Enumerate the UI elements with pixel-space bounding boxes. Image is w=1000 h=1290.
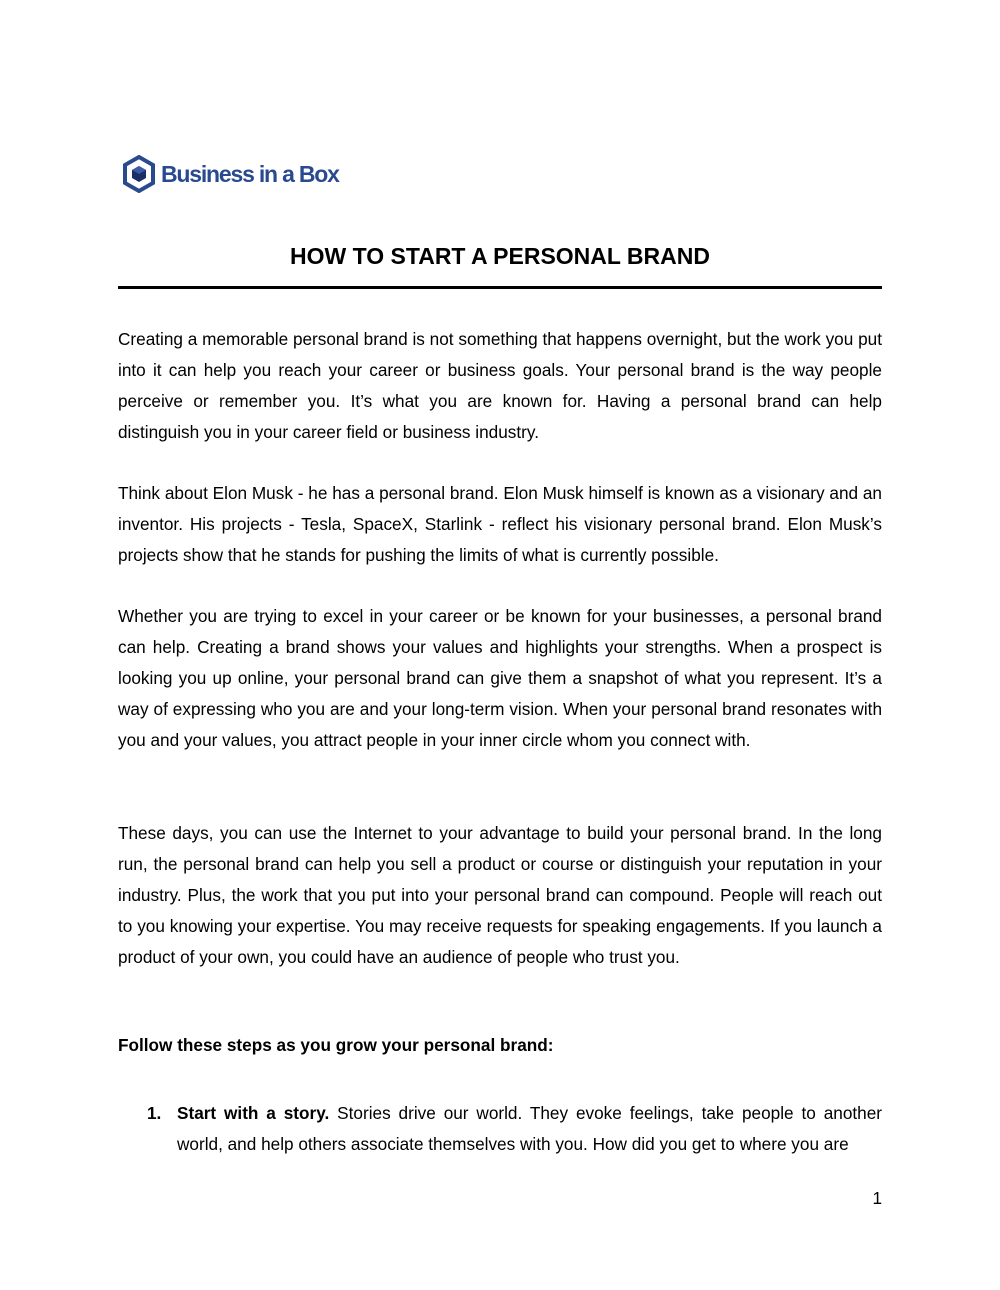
hexagon-cube-icon xyxy=(122,155,156,193)
paragraph: These days, you can use the Internet to your advantage to build your personal brand. In the long run, the personal brand can help you sell a product or course or distinguish your reputation in your industry. Plus, the work that you put into your personal brand can compound. People will reach out to you knowing your expertise. You may receive requests for speaking engagements. If you launch a product of your own, you could have an audience of people who trust you. xyxy=(118,823,882,967)
steps-heading: Follow these steps as you grow your personal brand: xyxy=(118,1035,554,1055)
paragraph: Whether you are trying to excel in your career or be known for your businesses, a personal brand can help. Creating a brand shows your values and highlights your strengths. When a prospect is looking you up online, your personal brand can give them a snapshot of what you represent. It’s a way of expressing who you are and your long-term vision. When your personal brand resonates with you and your values, you attract people in your inner circle whom you connect with. xyxy=(118,606,882,750)
logo-text: Business in a Box xyxy=(161,160,339,187)
step-number: 1. xyxy=(147,1103,162,1123)
logo xyxy=(122,155,339,193)
step-title: Start with a story. xyxy=(177,1103,330,1123)
paragraph: Creating a memorable personal brand is not something that happens overnight, but the work you put into it can help you reach your career or business goals. Your personal brand is the way people perceive or remember you. It’s what you are known for. Having a personal brand can help distinguish you in your career field or business industry. xyxy=(118,329,882,442)
page-number: 1 xyxy=(872,1188,882,1208)
paragraph: Think about Elon Musk - he has a personal brand. Elon Musk himself is known as a visionary and an inventor. His projects - Tesla, SpaceX, Starlink - reflect his visionary personal brand. Elon Musk’s projects show that he stands for pushing the limits of what is currently possible. xyxy=(118,483,882,565)
document-title: HOW TO START A PERSONAL BRAND xyxy=(290,243,710,269)
title-divider xyxy=(118,286,882,289)
step-text: Stories drive our world. They evoke feelings, take people to another world, and help others associate themselves with you. How did you get to where you are xyxy=(177,1103,882,1154)
step-item xyxy=(177,1098,882,1160)
